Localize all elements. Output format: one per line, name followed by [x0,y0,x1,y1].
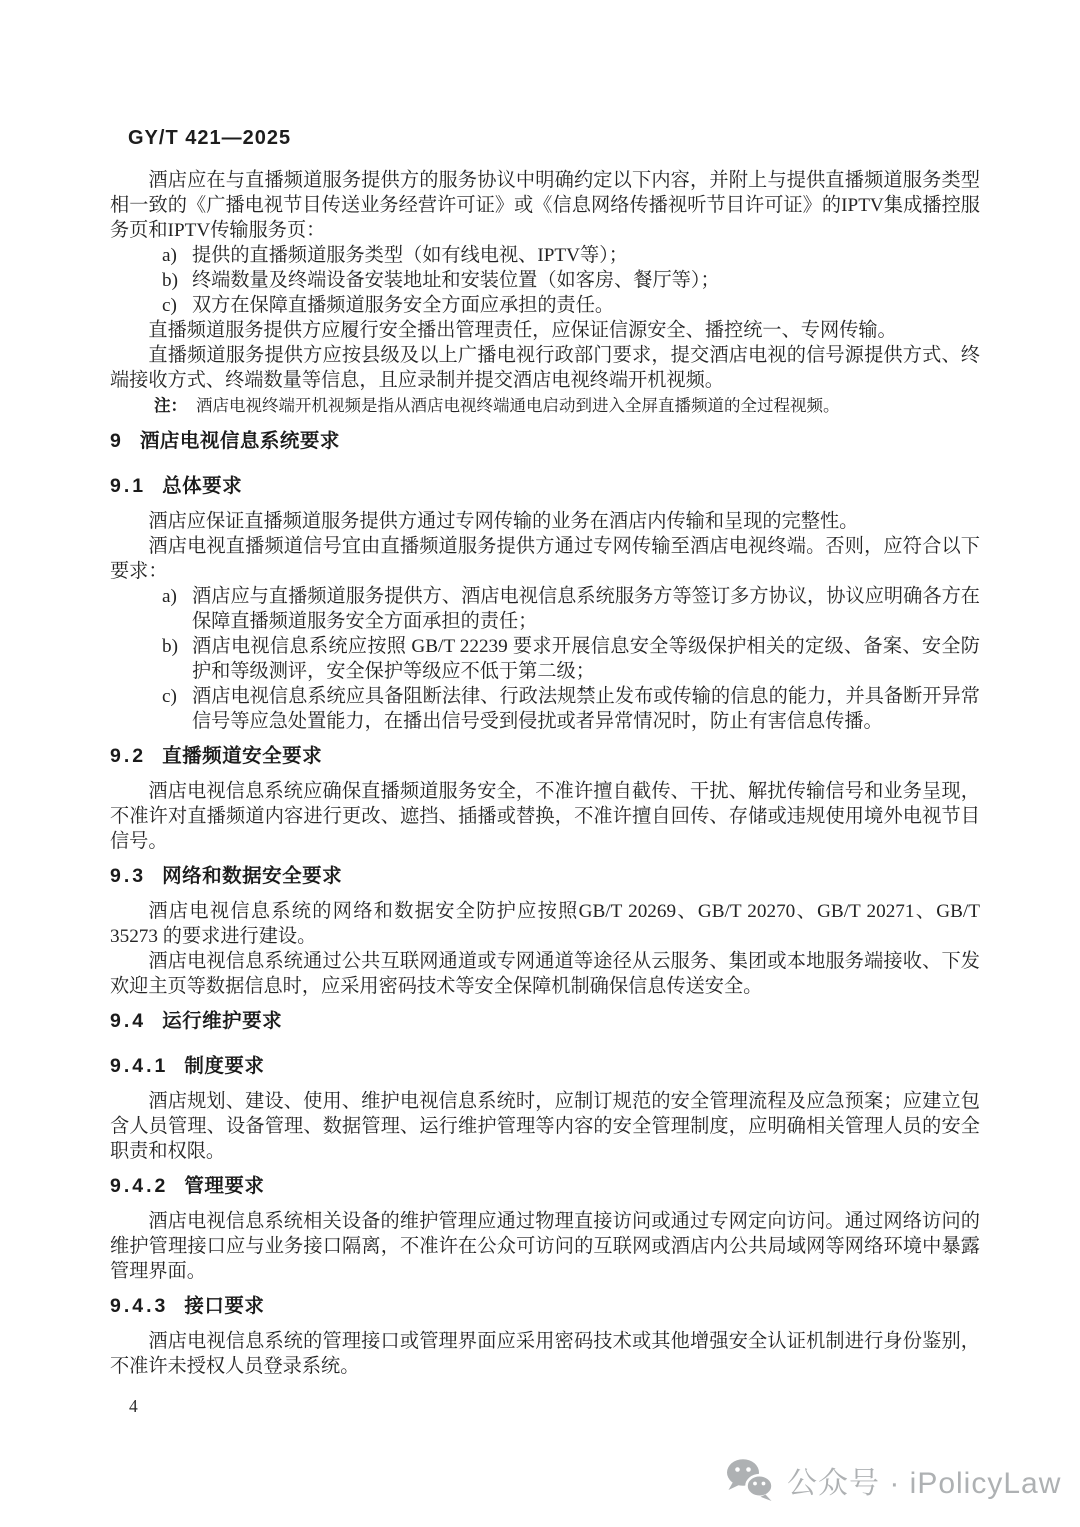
clause-number: 9.1 [110,475,147,497]
list-marker: c) [162,295,177,316]
list-item-a [110,584,980,634]
clause-number: 9.3 [110,865,147,887]
clause-heading-9.2 [110,734,980,779]
list-item-b [110,268,980,293]
clause-heading-9.3 [110,854,980,899]
standard-number: GY/T 421—2025 [128,127,292,149]
list-item-a [110,243,980,268]
wechat-icon [726,1458,774,1502]
list-item-text: 双方在保障直播频道服务安全方面应承担的责任。 [192,295,615,316]
watermark-text: 公众号 · iPolicyLaw [787,1467,1062,1500]
clause-heading-9.4.2 [110,1164,980,1209]
list-marker: b) [162,270,178,291]
list-item-text: 提供的直播频道服务类型（如有线电视、IPTV等）； [192,245,628,266]
list-item-text: 酒店电视信息系统应按照 GB/T 22239 要求开展信息安全等级保护相关的定级、备案、安全防护和等级测评，安全保护等级应不低于第二级； [192,636,980,682]
page-number: 4 [129,1396,138,1416]
document-body [110,168,980,1379]
paragraph: 酒店应在与直播频道服务提供方的服务协议中明确约定以下内容，并附上与提供直播频道服务类型相一致的《广播电视节目传送业务经营许可证》或《信息网络传播视听节目许可证》的IPTV集成播控服务页和IPTV传输服务页： [110,170,980,241]
paragraph: 酒店规划、建设、使用、维护电视信息系统时，应制订规范的安全管理流程及应急预案；应建立包含人员管理、设备管理、数据管理、运行维护管理等内容的安全管理制度，应明确相关管理人员的安全职责和权限。 [110,1091,980,1162]
list-item-c [110,684,980,734]
list-item-text: 酒店电视信息系统应具备阻断法律、行政法规禁止发布或传输的信息的能力，并具备断开异常信号等应急处置能力，在播出信号受到侵扰或者异常情况时，防止有害信息传播。 [192,686,980,732]
list-marker: c) [162,686,177,707]
note [110,393,980,419]
clause-title: 制度要求 [184,1055,265,1077]
paragraph: 酒店电视信息系统通过公共互联网通道或专网通道等途径从云服务、集团或本地服务端接收、下发欢迎主页等数据信息时，应采用密码技术等安全保障机制确保信息传送安全。 [110,951,980,997]
clause-heading-9.1 [110,464,980,509]
paragraph: 酒店电视信息系统的网络和数据安全防护应按照GB/T 20269、GB/T 20270、GB/T 20271、GB/T 35273 的要求进行建设。 [110,901,980,947]
clause-heading-9.4 [110,999,980,1044]
list-marker: a) [162,586,177,607]
paragraph: 酒店电视信息系统应确保直播频道服务安全，不准许擅自截传、干扰、解扰传输信号和业务呈现，不准许对直播频道内容进行更改、遮挡、插播或替换，不准许擅自回传、存储或违规使用境外电视节目信号。 [110,781,980,852]
paragraph: 酒店电视信息系统相关设备的维护管理应通过物理直接访问或通过专网定向访问。通过网络访问的维护管理接口应与业务接口隔离，不准许在公众可访问的互联网或酒店内公共局域网等网络环境中暴露管理界面。 [110,1211,980,1282]
paragraph: 酒店电视信息系统的管理接口或管理界面应采用密码技术或其他增强安全认证机制进行身份鉴别，不准许未授权人员登录系统。 [110,1331,980,1377]
clause-heading-9.4.1 [110,1044,980,1089]
list-marker: a) [162,245,177,266]
clause-number: 9.4.3 [110,1295,169,1317]
clause-number: 9.4 [110,1010,147,1032]
paragraph: 酒店电视直播频道信号宜由直播频道服务提供方通过专网传输至酒店电视终端。否则，应符合以下要求： [110,536,980,582]
clause-number: 9 [110,430,124,452]
clause-title: 网络和数据安全要求 [162,865,343,887]
note-label: 注： [154,397,187,415]
wechat-watermark [726,1458,1061,1502]
list-item-text: 终端数量及终端设备安装地址和安装位置（如客房、餐厅等）； [192,270,720,291]
clause-title: 接口要求 [184,1295,265,1317]
clause-number: 9.2 [110,745,147,767]
clause-title: 直播频道安全要求 [162,745,323,767]
clause-title: 管理要求 [184,1175,265,1197]
paragraph: 酒店应保证直播频道服务提供方通过专网传输的业务在酒店内传输和呈现的完整性。 [148,511,859,532]
paragraph: 直播频道服务提供方应按县级及以上广播电视行政部门要求，提交酒店电视的信号源提供方式、终端接收方式、终端数量等信息，且应录制并提交酒店电视终端开机视频。 [110,345,980,391]
list-item-text: 酒店应与直播频道服务提供方、酒店电视信息系统服务方等签订多方协议，协议应明确各方在保障直播频道服务安全方面承担的责任； [192,586,980,632]
clause-heading-9 [110,419,980,464]
clause-heading-9.4.3 [110,1284,980,1329]
clause-number: 9.4.1 [110,1055,169,1077]
clause-title: 总体要求 [162,475,243,497]
list-marker: b) [162,636,178,657]
clause-title: 酒店电视信息系统要求 [139,430,340,452]
paragraph: 直播频道服务提供方应履行安全播出管理责任，应保证信源安全、播控统一、专网传输。 [148,320,897,341]
list-item-c [110,293,980,318]
list-item-b [110,634,980,684]
note-text: 酒店电视终端开机视频是指从酒店电视终端通电启动到进入全屏直播频道的全过程视频。 [196,396,840,415]
clause-number: 9.4.2 [110,1175,169,1197]
clause-title: 运行维护要求 [162,1010,283,1032]
